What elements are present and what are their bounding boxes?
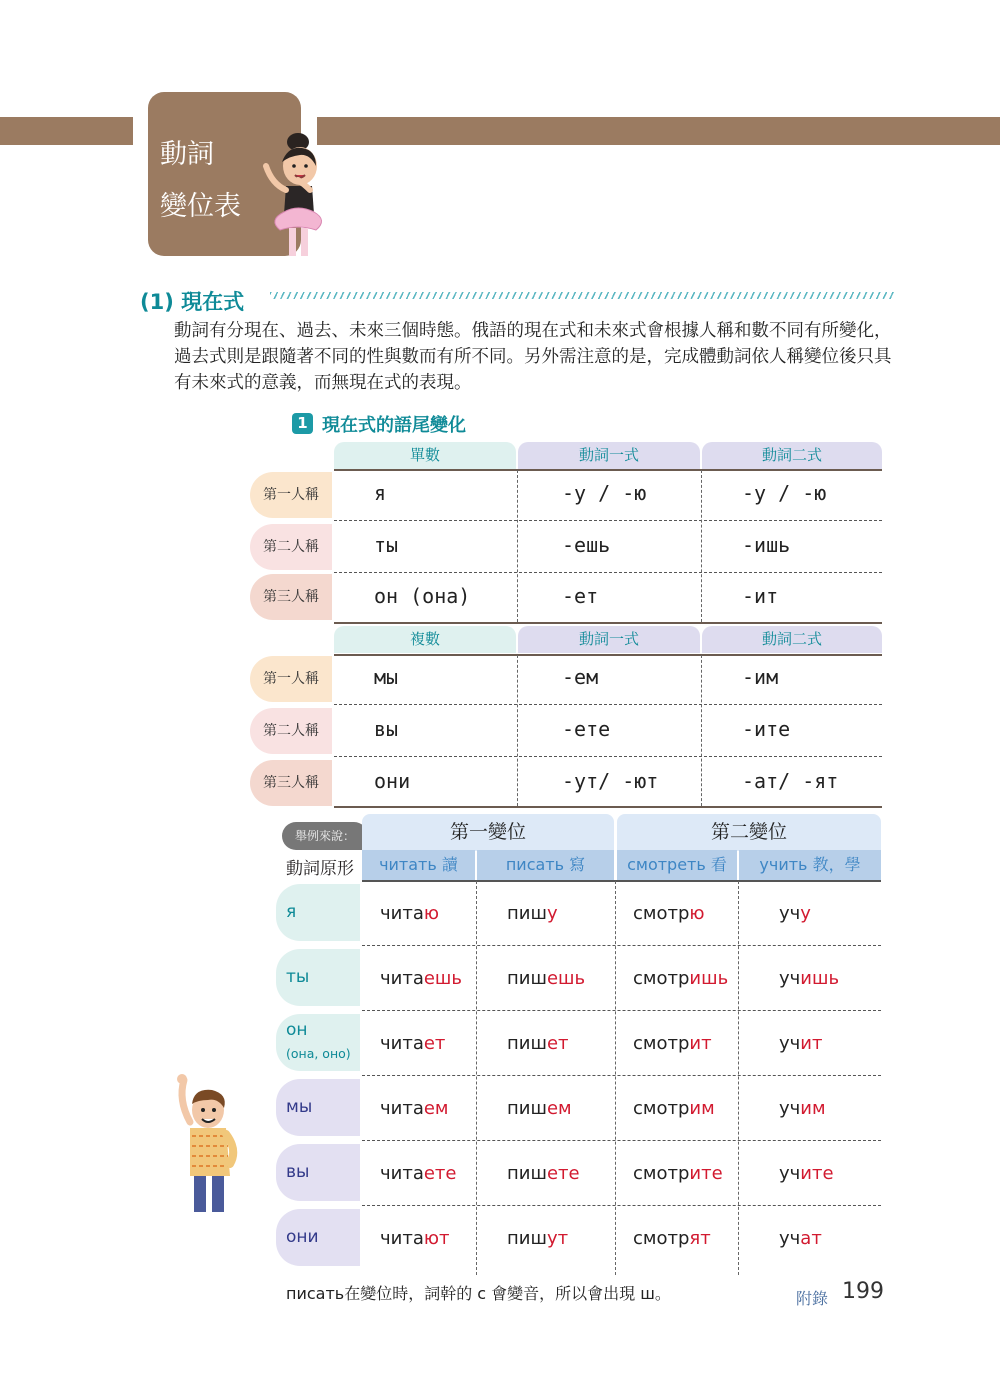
conjugation-cell: смотрит	[633, 1033, 712, 1054]
section-title: (1) 現在式	[140, 290, 245, 314]
conjugation-cell: читают	[380, 1228, 450, 1249]
ballerina-illustration	[258, 128, 338, 268]
ending-cell: -ишь	[742, 533, 791, 557]
conjugation-cell: смотрю	[633, 903, 705, 924]
header-conj2: 動詞二式	[702, 442, 882, 469]
pronoun-text: вы	[286, 1162, 310, 1182]
section-divider	[270, 292, 895, 299]
conjugation-cell: учите	[779, 1163, 834, 1184]
pronoun-cell: вы	[374, 717, 399, 741]
example-bubble: 舉例來說：	[282, 822, 368, 850]
verb-header: писать 寫	[477, 850, 614, 880]
ending-cell: -ут/ -ют	[562, 769, 659, 793]
page-label: 附錄	[796, 1289, 829, 1308]
infinitive-label: 動詞原形	[286, 859, 354, 879]
table-rule	[334, 469, 882, 471]
row-divider	[334, 572, 882, 573]
header-conj1: 動詞一式	[518, 442, 700, 469]
person-label: 第一人稱	[250, 472, 332, 518]
pronoun-label	[276, 884, 360, 941]
header-conj2: 動詞二式	[702, 626, 882, 653]
table-rule	[334, 806, 882, 808]
conjugation-cell: читает	[380, 1033, 446, 1054]
conjugation-cell: учу	[779, 903, 811, 924]
header-conj1: 動詞一式	[518, 626, 700, 653]
column-divider	[615, 881, 616, 1275]
pronoun-text: мы	[286, 1097, 313, 1117]
verb-header: читать 讀	[362, 850, 475, 880]
intro-paragraph: 動詞有分現在、過去、未來三個時態。俄語的現在式和未來式會根據人稱和數不同有所變化，過去式則是跟隨著不同的性與數而有所不同。另外需注意的是，完成體動詞依人稱變位後只具有未來式的意義，而無現在式的表現。	[174, 321, 892, 393]
pronoun-cell: я	[374, 481, 387, 505]
subsection-number: 1	[292, 413, 313, 434]
table-rule	[334, 622, 882, 624]
pronoun-label	[276, 1144, 360, 1201]
pronoun-cell: ты	[374, 533, 399, 557]
header-band-right	[317, 117, 1000, 145]
group-header-second: 第二變位	[617, 814, 881, 851]
pronoun-cell: мы	[374, 665, 399, 689]
verb-header: смотреть 看	[617, 850, 737, 880]
ending-cell: -у / -ю	[562, 481, 647, 505]
person-label: 第三人稱	[250, 760, 332, 806]
page-number: 199	[842, 1279, 884, 1304]
person-label: 第二人稱	[250, 524, 332, 570]
conjugation-cell: учит	[779, 1033, 823, 1054]
header-singular: 單數	[334, 442, 516, 469]
column-divider	[476, 881, 477, 1275]
pronoun-label	[276, 1079, 360, 1136]
ending-cell: -ет	[562, 584, 599, 608]
row-divider	[362, 1205, 881, 1206]
column-divider	[517, 655, 518, 806]
conjugation-cell: пишу	[507, 903, 558, 924]
row-divider	[334, 756, 882, 757]
pronoun-text: они	[286, 1227, 319, 1247]
conjugation-cell: пишут	[507, 1228, 569, 1249]
ending-cell: -ите	[742, 717, 791, 741]
row-divider	[362, 945, 881, 946]
column-divider	[517, 470, 518, 622]
person-label: 第二人稱	[250, 708, 332, 754]
pronoun-label	[276, 949, 360, 1006]
header-plural: 複數	[334, 626, 516, 653]
conjugation-cell: читаете	[380, 1163, 457, 1184]
conjugation-cell: читаем	[380, 1098, 449, 1119]
conjugation-cell: читаешь	[380, 968, 463, 989]
pronoun-text: я	[286, 902, 297, 922]
ending-cell: -ем	[562, 665, 599, 689]
person-label: 第一人稱	[250, 656, 332, 702]
row-divider	[362, 1140, 881, 1141]
conjugation-cell: учат	[779, 1228, 822, 1249]
table-rule	[334, 654, 882, 656]
pronoun-extra: (она, оно)	[286, 1046, 351, 1061]
conjugation-cell: учим	[779, 1098, 826, 1119]
ending-cell: -ешь	[562, 533, 611, 557]
conjugation-cell: читаю	[380, 903, 440, 924]
ending-cell: -ете	[562, 717, 611, 741]
pronoun-text: он	[286, 1020, 308, 1040]
column-divider	[701, 470, 702, 622]
conjugation-cell: смотрите	[633, 1163, 723, 1184]
conjugation-cell: пишете	[507, 1163, 580, 1184]
table-rule	[362, 880, 881, 882]
conjugation-cell: смотрим	[633, 1098, 715, 1119]
conjugation-cell: смотришь	[633, 968, 729, 989]
conjugation-cell: учишь	[779, 968, 840, 989]
pronoun-label	[276, 1209, 360, 1266]
pronoun-label	[276, 1014, 360, 1071]
group-header-first: 第一變位	[362, 814, 614, 851]
row-divider	[334, 704, 882, 705]
ending-cell: -ит	[742, 584, 779, 608]
ending-cell: -ат/ -ят	[742, 769, 839, 793]
person-label: 第三人稱	[250, 574, 332, 620]
conjugation-cell: пишешь	[507, 968, 586, 989]
chapter-title-line2: 變位表	[160, 191, 241, 222]
man-illustration	[168, 1070, 248, 1220]
row-divider	[362, 1075, 881, 1076]
conjugation-cell: пишет	[507, 1033, 569, 1054]
row-divider	[334, 520, 882, 521]
pronoun-cell: они	[374, 769, 411, 793]
row-divider	[362, 1010, 881, 1011]
verb-header: учить 教，學	[739, 850, 881, 880]
ending-cell: -у / -ю	[742, 481, 827, 505]
column-divider	[701, 655, 702, 806]
pronoun-cell: он (она)	[374, 584, 471, 608]
conjugation-cell: пишем	[507, 1098, 572, 1119]
chapter-title-line1: 動詞	[160, 139, 214, 170]
header-band-left	[0, 117, 133, 145]
ending-cell: -им	[742, 665, 779, 689]
subsection-title: 現在式的語尾變化	[322, 415, 466, 436]
column-divider	[738, 881, 739, 1275]
conjugation-cell: смотрят	[633, 1228, 711, 1249]
footnote: писать在變位時，詞幹的 с 會變音，所以會出現 ш。	[286, 1284, 671, 1303]
pronoun-text: ты	[286, 967, 310, 987]
